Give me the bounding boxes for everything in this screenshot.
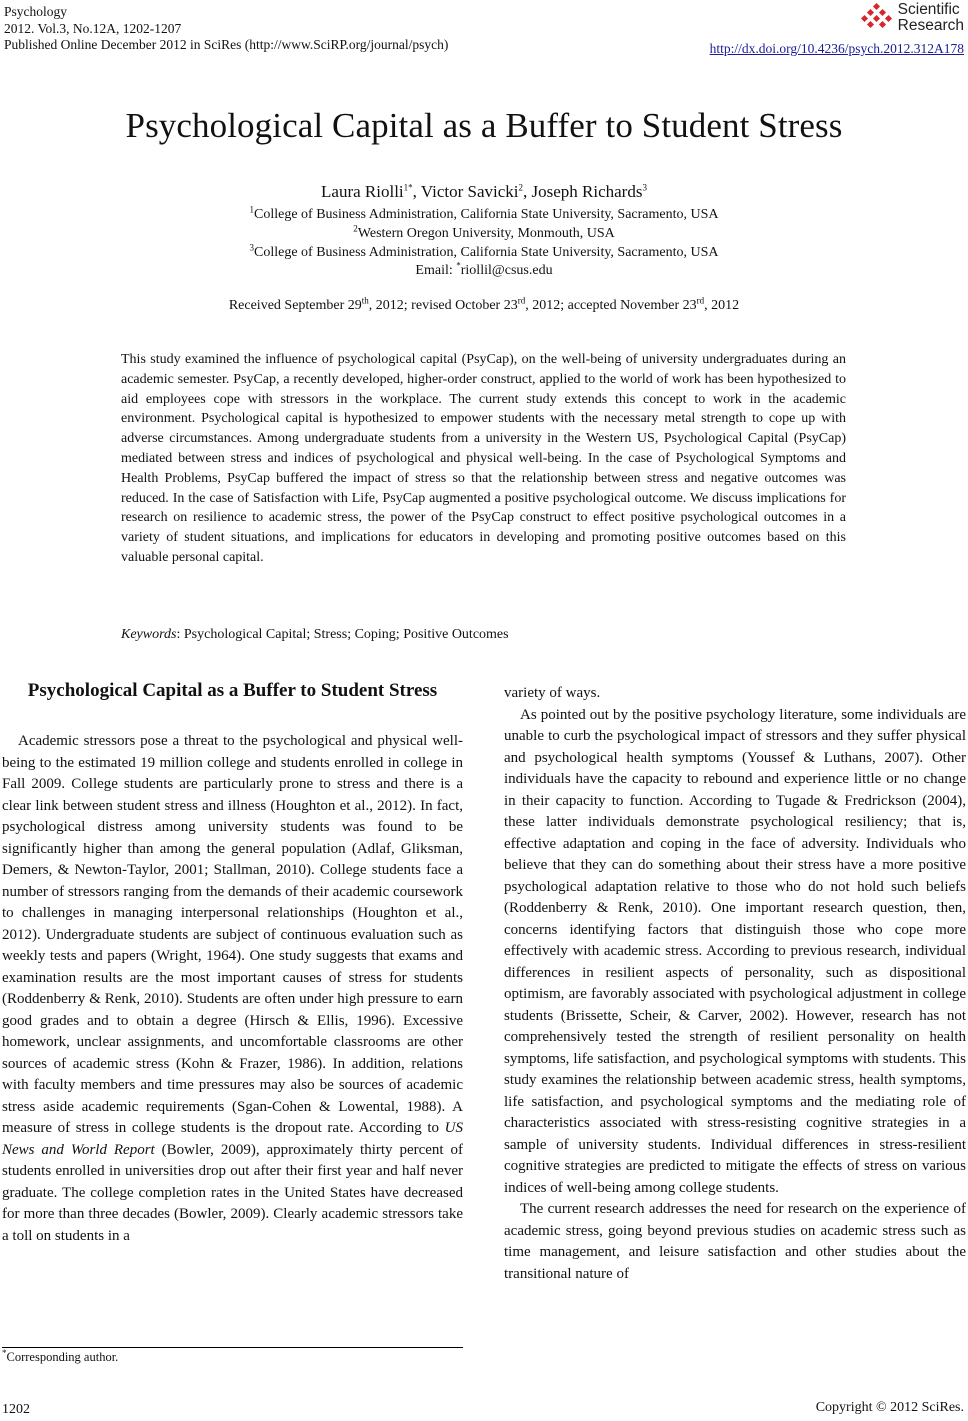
keywords-list: : Psychological Capital; Stress; Coping; Positive Outcomes <box>176 627 509 642</box>
publisher-logo <box>860 2 964 34</box>
author-email: Email: *riollil@csus.edu <box>415 260 553 278</box>
keywords-label: Keywords <box>121 627 177 642</box>
keywords <box>121 627 509 643</box>
right-column <box>504 683 966 1285</box>
left-column <box>2 731 463 1247</box>
author-list: Laura Riolli$^{1*}$, Victor Savicki$^2$, Joseph Richards$^3$ <box>321 182 647 201</box>
scientific-research-logo-icon <box>860 3 894 33</box>
body-paragraph: The current research addresses the need for research on the experience of academic stress, going beyond previous studies on academic stress such as time management, and leisure satisfaction and other studies about the transitional nature of <box>504 1201 966 1282</box>
journal-name: Psychology <box>4 4 68 19</box>
journal-volume: 2012. Vol.3, No.12A, 1202-1207 <box>4 20 182 36</box>
paper-title: Psychological Capital as a Buffer to Student Stress <box>125 106 843 145</box>
body-paragraph: variety of ways. <box>504 685 601 701</box>
publication-title: US News and World Report <box>2 1120 463 1158</box>
logo-text: Scientific Research <box>897 1 964 34</box>
footnote-divider <box>2 1347 463 1348</box>
author-name: Laura Riolli <box>321 182 404 201</box>
body-paragraph: Academic stressors pose a threat to the psychological and physical well-being to the estimated 19 million college and students enrolled in college in Fall 2009. College students are particularly prone to stress and there is a clear link between student stress and illness (Houghton et al., 2012). In fact, psychological distress among university students was found to be significantly higher than among the general population (Adlaf, Gliksman, Demers, & Newton-Taylor, 2001; Stallman, 2010). College students face a number of stressors ranging from the demands of their academic coursework to challenges in managing interpersonal relationships (Houghton et al., 2012). Undergraduate students are subject of continuous evaluation such as weekly tests and papers (Wright, 1964). One study suggests that exams and examination results are the most important causes of stress for students (Roddenberry & Renk, 2010). Students are often under high pressure to earn good grades and to obtain a degree (Hirsch & Ellis, 1996). Excessive homework, unclear assignments, and uncomfortable classrooms are other sources of academic stress (Kohn & Frazer, 1986). In addition, relations with faculty members and time pressures may also be sources of academic stress aside academic requirements (Sgan-Cohen & Lowental, 1988). A measure of stress in college students is the dropout rate. According to US News and World Report (Bowler, 2009), approximately thirty percent of students enrolled in universities drop out after their first year and half never graduate. The college completion rates in the United States have decreased for more than three decades (Bowler, 2009). Clearly academic stressors take a toll on students in a <box>2 733 463 1244</box>
doi-link[interactable]: http://dx.doi.org/10.4236/psych.2012.312A178 <box>709 41 964 56</box>
author-name: , Victor Savicki <box>412 182 519 201</box>
author-name: , Joseph Richards <box>523 182 643 201</box>
copyright-notice: Copyright © 2012 SciRes. <box>815 1400 964 1415</box>
publication-info: Published Online December 2012 in SciRes (http://www.SciRP.org/journal/psych) <box>4 37 449 52</box>
body-paragraph: As pointed out by the positive psychology literature, some individuals are unable to curb the psychological impact of stressors and they suffer physical and psychological health symptoms (Youssef & Luthans, 2007). Other individuals have the capacity to rebound and experience little or no change in their capacity to function. According to Tugade & Fredrickson (2004), these latter individuals demonstrate psychological resiliency; that is, effective adaptation and coping in the face of adversity. Individuals who believe that they can do something about their stress have a more positive psychological adaptation relative to those who do not hold such beliefs (Roddenberry & Renk, 2010). One important research question, then, concerns identifying factors that distinguish those who cope more effectively with academic stress. According to previous research, individual differences in resilient aspects of personality, such as dispositional optimism, are favorably associated with psychological adjustment in college students (Brissette, Scheir, & Carver, 2002). However, research has not comprehensively tested the strength of resilient personality on health symptoms, life satisfaction, and psychological symptoms with students. This study examines the relationship between academic stress, health symptoms, life satisfaction, and psychological symptoms and the mediating role of characteristics associated with stress-resisting cognitive strategies in a sample of university students. Individual differences in stress-resilient cognitive strategies are predicted to mitigate the effects of stress on various indices of well-being among college students. <box>504 706 966 1196</box>
email-address[interactable]: riollil@csus.edu <box>460 263 553 278</box>
footnote: *Corresponding author. <box>2 1347 119 1364</box>
section-heading: Psychological Capital as a Buffer to Student Stress <box>27 680 438 701</box>
page-number: 1202 <box>2 1402 30 1417</box>
affiliation: $^2$Western Oregon University, Monmouth, USA <box>353 223 615 241</box>
affiliation: $^1$College of Business Administration, California State University, Sacramento, USA <box>249 204 719 222</box>
submission-dates: Received September 29th, 2012; revised October 23rd, 2012; accepted November 23rd, 2012 <box>228 295 740 313</box>
journal-header <box>4 4 448 54</box>
affiliation: $^3$College of Business Administration, California State University, Sacramento, USA <box>249 242 719 260</box>
abstract: This study examined the influence of psychological capital (PsyCap), on the well-being of university undergraduates during an academic semester. PsyCap, a recently developed, higher-order construct, applied to the world of work has been hypothesized to aid employees cope with stressors in the workplace. The current study extends this concept to work in the academic environment. Psychological capital is hypothesized to empower students with the necessary metal strength to cope up with adverse circumstances. Among undergraduate students from a university in the Western US, Psychological Capital (PsyCap) mediated between stress and indices of psychological and physical well-being. In the case of Psychological Symptoms and Health Problems, PsyCap buffered the impact of stress so that the relationship between stress and negative outcomes was reduced. In the case of Satisfaction with Life, PsyCap augmented a positive psychological outcome. We discuss implications for research on resilience to academic stress, the power of the PsyCap construct to effect positive psychological outcomes in a variety of student situations, and implications for educators in developing and promoting positive outcomes based on this valuable personal capital. <box>121 352 846 565</box>
